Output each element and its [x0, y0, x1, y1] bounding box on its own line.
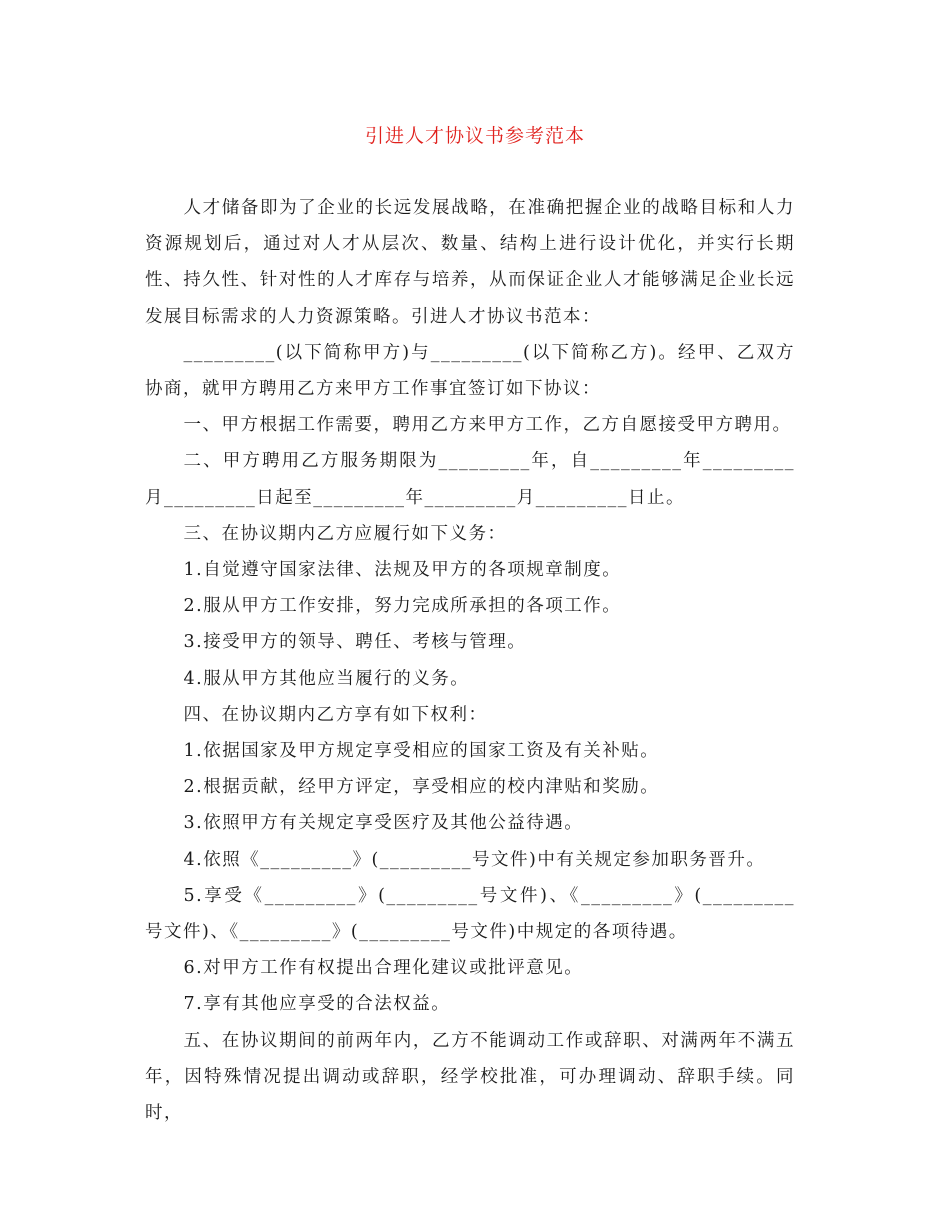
paragraph-right-7: 7.享有其他应享受的合法权益。 [183, 994, 451, 1015]
paragraph-clause-4-heading: 四、在协议期内乙方享有如下权利： [183, 704, 488, 725]
paragraph-clause-2: 二、甲方聘用乙方服务期限为_________年，自_________年_________月_________日起至_________年_________月_________日止。 [145, 451, 795, 508]
paragraph-right-3: 3.依照甲方有关规定享受医疗及其他公益待遇。 [183, 813, 584, 834]
paragraph-right-5: 5.享受《_________》(_________号文件)、《_________》(_________号文件)、《_________》(_________号文件)中规定的各项待遇。 [145, 885, 795, 943]
document-title: 引进人才协议书参考范本 [364, 125, 585, 147]
paragraph-duty-4: 4.服从甲方其他应当履行的义务。 [183, 668, 470, 689]
paragraph-duty-3: 3.接受甲方的领导、聘任、考核与管理。 [183, 632, 527, 653]
paragraph-clause-1: 一、甲方根据工作需要，聘用乙方来甲方工作，乙方自愿接受甲方聘用。 [183, 415, 792, 436]
paragraph-duty-2: 2.服从甲方工作安排，努力完成所承担的各项工作。 [183, 596, 622, 617]
paragraph-right-1: 1.依据国家及甲方规定享受相应的国家工资及有关补贴。 [183, 741, 660, 762]
paragraph-clause-5: 五、在协议期间的前两年内，乙方不能调动工作或辞职、对满两年不满五年，因特殊情况提出调动或辞职，经学校批准，可办理调动、辞职手续。同时， [145, 1030, 795, 1124]
paragraph-right-2: 2.根据贡献，经甲方评定，享受相应的校内津贴和奖励。 [183, 777, 660, 798]
paragraph-right-4: 4.依照《_________》(_________号文件)中有关规定参加职务晋升。 [183, 849, 766, 870]
paragraph-clause-3-heading: 三、在协议期内乙方应履行如下义务： [183, 523, 507, 544]
paragraph-right-6: 6.对甲方工作有权提出合理化建议或批评意见。 [183, 958, 584, 979]
paragraph-intro: 人才储备即为了企业的长远发展战略，在准确把握企业的战略目标和人力资源规划后，通过对人才从层次、数量、结构上进行设计优化，并实行长期性、持久性、针对性的人才库存与培养，从而保证企业人才能够满足企业长远发展目标需求的人力资源策略。引进人才协议书范本： [145, 198, 795, 327]
paragraph-duty-1: 1.自觉遵守国家法律、法规及甲方的各项规章制度。 [183, 560, 622, 581]
document-body [145, 190, 795, 1131]
paragraph-parties: _________(以下简称甲方)与_________(以下简称乙方)。经甲、乙双方协商，就甲方聘用乙方来甲方工作事宜签订如下协议： [145, 342, 795, 400]
